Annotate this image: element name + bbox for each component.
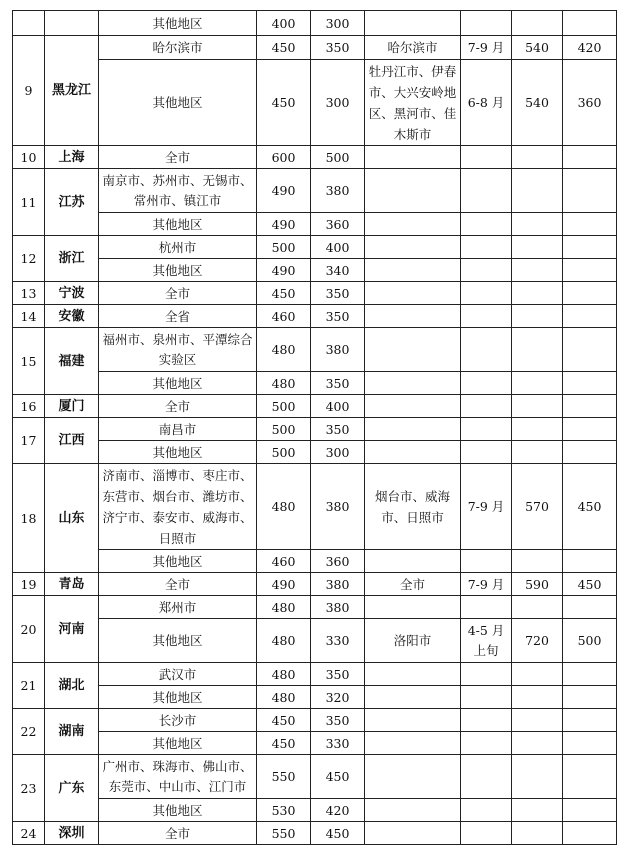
table-row bbox=[13, 822, 617, 845]
standard-a: 480 bbox=[257, 328, 311, 372]
province: 福建 bbox=[45, 328, 99, 395]
area: 哈尔滨市 bbox=[99, 36, 257, 60]
area: 郑州市 bbox=[99, 596, 257, 619]
table-row bbox=[13, 663, 617, 686]
standard-b: 350 bbox=[311, 418, 365, 441]
table-row bbox=[13, 305, 617, 328]
standard-a: 550 bbox=[257, 755, 311, 799]
area: 其他地区 bbox=[99, 550, 257, 573]
standard-b: 350 bbox=[311, 372, 365, 395]
standard-a: 400 bbox=[257, 11, 311, 36]
table-row bbox=[13, 328, 617, 372]
standard-b: 350 bbox=[311, 663, 365, 686]
standard-b: 450 bbox=[311, 755, 365, 799]
area: 其他地区 bbox=[99, 213, 257, 236]
row-number: 23 bbox=[13, 755, 45, 822]
peak-a: 540 bbox=[512, 60, 563, 146]
standard-a: 450 bbox=[257, 60, 311, 146]
table-row bbox=[13, 259, 617, 282]
table-row bbox=[13, 573, 617, 596]
row-number: 16 bbox=[13, 395, 45, 418]
standard-a: 490 bbox=[257, 259, 311, 282]
standard-a: 490 bbox=[257, 573, 311, 596]
standard-b: 330 bbox=[311, 732, 365, 755]
province bbox=[45, 11, 99, 36]
standard-a: 500 bbox=[257, 395, 311, 418]
standard-a: 480 bbox=[257, 596, 311, 619]
standard-a: 530 bbox=[257, 799, 311, 822]
province: 上海 bbox=[45, 146, 99, 169]
standard-b: 380 bbox=[311, 596, 365, 619]
peak-time bbox=[461, 11, 512, 36]
peak-b: 450 bbox=[563, 573, 617, 596]
area: 全市 bbox=[99, 395, 257, 418]
row-number: 22 bbox=[13, 709, 45, 755]
province: 江西 bbox=[45, 418, 99, 464]
standard-b: 450 bbox=[311, 822, 365, 845]
peak-time: 7-9 月 bbox=[461, 573, 512, 596]
area: 全市 bbox=[99, 282, 257, 305]
row-number: 11 bbox=[13, 169, 45, 236]
standard-b: 300 bbox=[311, 441, 365, 464]
standard-a: 480 bbox=[257, 464, 311, 550]
province: 山东 bbox=[45, 464, 99, 573]
standard-b: 380 bbox=[311, 328, 365, 372]
standard-a: 500 bbox=[257, 418, 311, 441]
standard-b: 350 bbox=[311, 305, 365, 328]
peak-a bbox=[512, 11, 563, 36]
standard-a: 500 bbox=[257, 236, 311, 259]
peak-a: 590 bbox=[512, 573, 563, 596]
peak-b bbox=[563, 11, 617, 36]
peak-b: 450 bbox=[563, 464, 617, 550]
peak-area: 洛阳市 bbox=[365, 619, 461, 663]
standard-a: 490 bbox=[257, 169, 311, 213]
row-number: 9 bbox=[13, 36, 45, 146]
province: 湖北 bbox=[45, 663, 99, 709]
table-row bbox=[13, 282, 617, 305]
table-row bbox=[13, 418, 617, 441]
peak-area: 牡丹江市、伊春市、大兴安岭地区、黑河市、佳木斯市 bbox=[365, 60, 461, 146]
table-row bbox=[13, 619, 617, 663]
standard-a: 450 bbox=[257, 732, 311, 755]
standard-a: 460 bbox=[257, 550, 311, 573]
area: 其他地区 bbox=[99, 60, 257, 146]
standard-a: 480 bbox=[257, 686, 311, 709]
peak-a: 570 bbox=[512, 464, 563, 550]
peak-area: 全市 bbox=[365, 573, 461, 596]
table-row bbox=[13, 36, 617, 60]
peak-a: 540 bbox=[512, 36, 563, 60]
standard-b: 360 bbox=[311, 213, 365, 236]
table-row bbox=[13, 799, 617, 822]
area: 全省 bbox=[99, 305, 257, 328]
standard-b: 380 bbox=[311, 573, 365, 596]
row-number: 19 bbox=[13, 573, 45, 596]
area: 广州市、珠海市、佛山市、东莞市、中山市、江门市 bbox=[99, 755, 257, 799]
peak-time: 4-5 月上旬 bbox=[461, 619, 512, 663]
peak-b: 420 bbox=[563, 36, 617, 60]
area: 长沙市 bbox=[99, 709, 257, 732]
area: 武汉市 bbox=[99, 663, 257, 686]
area: 其他地区 bbox=[99, 732, 257, 755]
standard-b: 400 bbox=[311, 395, 365, 418]
province: 安徽 bbox=[45, 305, 99, 328]
standard-b: 330 bbox=[311, 619, 365, 663]
peak-time: 7-9 月 bbox=[461, 464, 512, 550]
area: 其他地区 bbox=[99, 619, 257, 663]
peak-time: 6-8 月 bbox=[461, 60, 512, 146]
table-row bbox=[13, 213, 617, 236]
area: 其他地区 bbox=[99, 686, 257, 709]
area: 其他地区 bbox=[99, 372, 257, 395]
province: 浙江 bbox=[45, 236, 99, 282]
table-row bbox=[13, 395, 617, 418]
area: 其他地区 bbox=[99, 259, 257, 282]
row-number: 18 bbox=[13, 464, 45, 573]
area: 其他地区 bbox=[99, 799, 257, 822]
area: 其他地区 bbox=[99, 441, 257, 464]
standard-b: 420 bbox=[311, 799, 365, 822]
area: 全市 bbox=[99, 146, 257, 169]
province: 宁波 bbox=[45, 282, 99, 305]
standard-b: 320 bbox=[311, 686, 365, 709]
peak-area: 哈尔滨市 bbox=[365, 36, 461, 60]
table-row bbox=[13, 709, 617, 732]
province: 深圳 bbox=[45, 822, 99, 845]
standard-a: 450 bbox=[257, 282, 311, 305]
allowance-table bbox=[12, 10, 617, 845]
province: 江苏 bbox=[45, 169, 99, 236]
table-row bbox=[13, 372, 617, 395]
province: 广东 bbox=[45, 755, 99, 822]
table-row bbox=[13, 596, 617, 619]
province: 青岛 bbox=[45, 573, 99, 596]
table-row bbox=[13, 60, 617, 146]
standard-b: 380 bbox=[311, 464, 365, 550]
table-row bbox=[13, 464, 617, 550]
peak-b: 500 bbox=[563, 619, 617, 663]
area: 南京市、苏州市、无锡市、常州市、镇江市 bbox=[99, 169, 257, 213]
peak-area bbox=[365, 11, 461, 36]
standard-b: 350 bbox=[311, 36, 365, 60]
row-number: 15 bbox=[13, 328, 45, 395]
standard-b: 300 bbox=[311, 11, 365, 36]
standard-b: 400 bbox=[311, 236, 365, 259]
table-row bbox=[13, 146, 617, 169]
standard-b: 360 bbox=[311, 550, 365, 573]
standard-a: 480 bbox=[257, 619, 311, 663]
peak-area: 烟台市、威海市、日照市 bbox=[365, 464, 461, 550]
table-row bbox=[13, 755, 617, 799]
row-number bbox=[13, 11, 45, 36]
table-row bbox=[13, 686, 617, 709]
row-number: 20 bbox=[13, 596, 45, 663]
standard-b: 300 bbox=[311, 60, 365, 146]
standard-a: 480 bbox=[257, 372, 311, 395]
standard-a: 460 bbox=[257, 305, 311, 328]
standard-b: 500 bbox=[311, 146, 365, 169]
row-number: 21 bbox=[13, 663, 45, 709]
area: 全市 bbox=[99, 822, 257, 845]
peak-b: 360 bbox=[563, 60, 617, 146]
province: 湖南 bbox=[45, 709, 99, 755]
standard-a: 450 bbox=[257, 36, 311, 60]
peak-time: 7-9 月 bbox=[461, 36, 512, 60]
area: 济南市、淄博市、枣庄市、东营市、烟台市、潍坊市、济宁市、泰安市、威海市、日照市 bbox=[99, 464, 257, 550]
table-row bbox=[13, 169, 617, 213]
row-number: 24 bbox=[13, 822, 45, 845]
table-row bbox=[13, 550, 617, 573]
standard-a: 600 bbox=[257, 146, 311, 169]
table-row bbox=[13, 11, 617, 36]
standard-b: 350 bbox=[311, 709, 365, 732]
standard-b: 350 bbox=[311, 282, 365, 305]
area: 其他地区 bbox=[99, 11, 257, 36]
area: 全市 bbox=[99, 573, 257, 596]
standard-a: 450 bbox=[257, 709, 311, 732]
row-number: 10 bbox=[13, 146, 45, 169]
standard-a: 490 bbox=[257, 213, 311, 236]
area: 杭州市 bbox=[99, 236, 257, 259]
row-number: 13 bbox=[13, 282, 45, 305]
table-row bbox=[13, 441, 617, 464]
area: 福州市、泉州市、平潭综合实验区 bbox=[99, 328, 257, 372]
row-number: 14 bbox=[13, 305, 45, 328]
standard-a: 550 bbox=[257, 822, 311, 845]
area: 南昌市 bbox=[99, 418, 257, 441]
row-number: 12 bbox=[13, 236, 45, 282]
table-row bbox=[13, 732, 617, 755]
standard-b: 340 bbox=[311, 259, 365, 282]
table-row bbox=[13, 236, 617, 259]
standard-a: 480 bbox=[257, 663, 311, 686]
peak-a: 720 bbox=[512, 619, 563, 663]
province: 河南 bbox=[45, 596, 99, 663]
province: 厦门 bbox=[45, 395, 99, 418]
standard-b: 380 bbox=[311, 169, 365, 213]
province: 黑龙江 bbox=[45, 36, 99, 146]
row-number: 17 bbox=[13, 418, 45, 464]
standard-a: 500 bbox=[257, 441, 311, 464]
